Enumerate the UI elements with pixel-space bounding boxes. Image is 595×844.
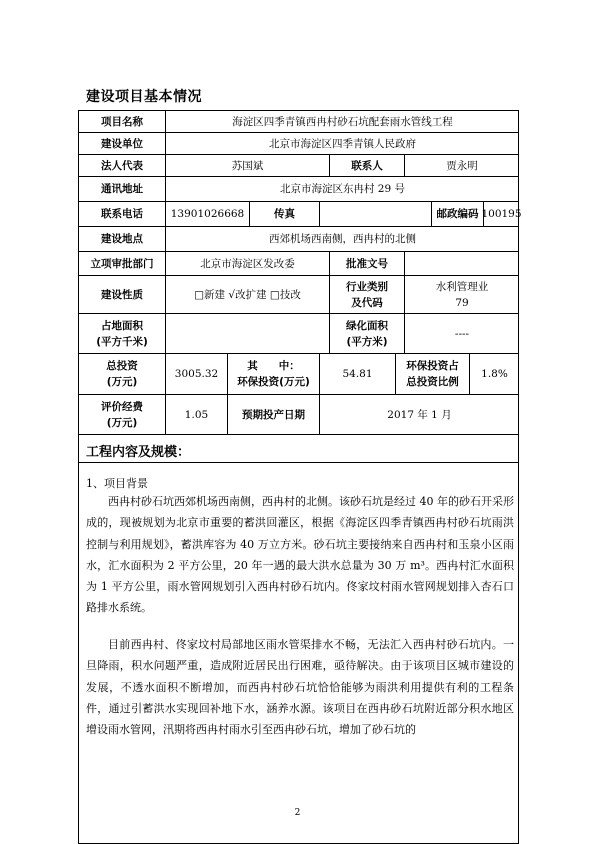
page-number: 2 bbox=[294, 808, 301, 818]
fee-value: 1.05 bbox=[166, 395, 228, 435]
phone-label: 联系电话 bbox=[79, 202, 166, 227]
legal-rep-label: 法人代表 bbox=[79, 155, 166, 177]
date-label: 预期投产日期 bbox=[228, 395, 320, 435]
fax-label: 传真 bbox=[250, 202, 320, 227]
green-value: ---- bbox=[405, 314, 519, 354]
ratio-value: 1.8% bbox=[470, 354, 519, 395]
env-invest-label-line2: 环保投资(万元) bbox=[237, 376, 310, 388]
subsection-heading: 1、项目背景 bbox=[86, 477, 148, 490]
contact-value: 贾永明 bbox=[405, 155, 519, 177]
project-name-label: 项目名称 bbox=[79, 111, 166, 133]
fee-label bbox=[79, 395, 166, 435]
nature-label: 建设性质 bbox=[79, 276, 166, 314]
legal-rep-value: 苏国斌 bbox=[166, 155, 330, 177]
industry-value-line2: 79 bbox=[455, 296, 469, 309]
phone-value: 13901026668 bbox=[166, 202, 250, 227]
green-label-line2: (平方米) bbox=[346, 335, 388, 348]
env-invest-label bbox=[228, 354, 320, 395]
industry-label-line2: 及代码 bbox=[351, 296, 383, 309]
area-label-line1: 占地面积 bbox=[101, 319, 143, 332]
invest-value: 3005.32 bbox=[166, 354, 228, 395]
unit-label: 建设单位 bbox=[79, 133, 166, 155]
ratio-label bbox=[396, 354, 470, 395]
env-invest-value: 54.81 bbox=[320, 354, 396, 395]
site-label: 建设地点 bbox=[79, 227, 166, 252]
approval-no-label: 批准文号 bbox=[330, 252, 405, 276]
green-label bbox=[330, 314, 405, 354]
area-value bbox=[166, 314, 330, 354]
unit-value: 北京市海淀区四季青镇人民政府 bbox=[166, 133, 519, 155]
area-label bbox=[79, 314, 166, 354]
green-label-line1: 绿化面积 bbox=[346, 319, 388, 332]
approval-no-value bbox=[405, 252, 519, 276]
approval-dept-value: 北京市海淀区发改委 bbox=[166, 252, 330, 276]
nature-value: □新建 √改扩建 □技改 bbox=[166, 276, 330, 314]
invest-label-line1: 总投资 bbox=[106, 360, 138, 372]
fax-value bbox=[320, 202, 432, 227]
fee-label-line2: (万元) bbox=[106, 416, 138, 429]
industry-value bbox=[405, 276, 519, 314]
fee-label-line1: 评价经费 bbox=[101, 400, 143, 413]
section-title: 工程内容及规模： bbox=[86, 445, 191, 460]
contact-label: 联系人 bbox=[330, 155, 405, 177]
invest-label bbox=[79, 354, 166, 395]
industry-value-line1: 水利管理业 bbox=[435, 280, 489, 293]
paragraph-1: 西冉村砂石坑西郊机场西南侧，西冉村的北侧。该砂石坑是经过 40 年的砂石开采形成的，现被规划为北京市重要的蓄洪回灌区，根据《海淀区四季青镇西冉村砂石坑雨洪控制与利用规划》，蓄洪库容为 40 万立方米。砂石坑主要接纳来自西冉村和玉泉小区雨水，汇水面积为 2 平方公里，20 年一遇的最大洪水总量为 30 万 m³。西冉村汇水面积为 1 平方公里，雨水管网规划引入西冉村砂石坑内。佟家坟村雨水管网规划排入杏石口路排水系统。 bbox=[86, 495, 514, 615]
address-label: 通讯地址 bbox=[79, 177, 166, 202]
postcode-value: 100195 bbox=[484, 202, 519, 227]
postcode-label: 邮政编码 bbox=[432, 202, 484, 227]
env-invest-label-line1: 其 中： bbox=[247, 360, 300, 372]
section-divider bbox=[78, 462, 519, 463]
project-name-value: 海淀区四季青镇西冉村砂石坑配套雨水管线工程 bbox=[166, 111, 519, 133]
industry-label-line1: 行业类别 bbox=[346, 280, 388, 293]
paragraph-2: 目前西冉村、佟家坟村局部地区雨水管渠排水不畅，无法汇入西冉村砂石坑内。一旦降雨，积水问题严重，造成附近居民出行困难，亟待解决。由于该项目区城市建设的发展，不透水面积不断增加，而西冉村砂石坑恰恰能够为雨洪利用提供有利的工程条件，通过引蓄洪水实现回补地下水，涵养水源。该项目在西冉砂石坑附近部分积水地区增设雨水管网，汛期将西冉村雨水引至西冉砂石坑，增加了砂石坑的 bbox=[86, 638, 514, 737]
ratio-label-line2: 总投资比例 bbox=[406, 376, 459, 388]
ratio-label-line1: 环保投资占 bbox=[406, 360, 459, 372]
invest-label-line2: (万元) bbox=[106, 376, 138, 388]
page-title: 建设项目基本情况 bbox=[86, 89, 202, 105]
date-value: 2017 年 1 月 bbox=[320, 395, 519, 435]
site-value: 西郊机场西南侧，西冉村的北侧 bbox=[166, 227, 519, 252]
area-label-line2: (平方千米) bbox=[96, 335, 148, 348]
approval-dept-label: 立项审批部门 bbox=[79, 252, 166, 276]
industry-label bbox=[330, 276, 405, 314]
address-value: 北京市海淀区东冉村 29 号 bbox=[166, 177, 519, 202]
